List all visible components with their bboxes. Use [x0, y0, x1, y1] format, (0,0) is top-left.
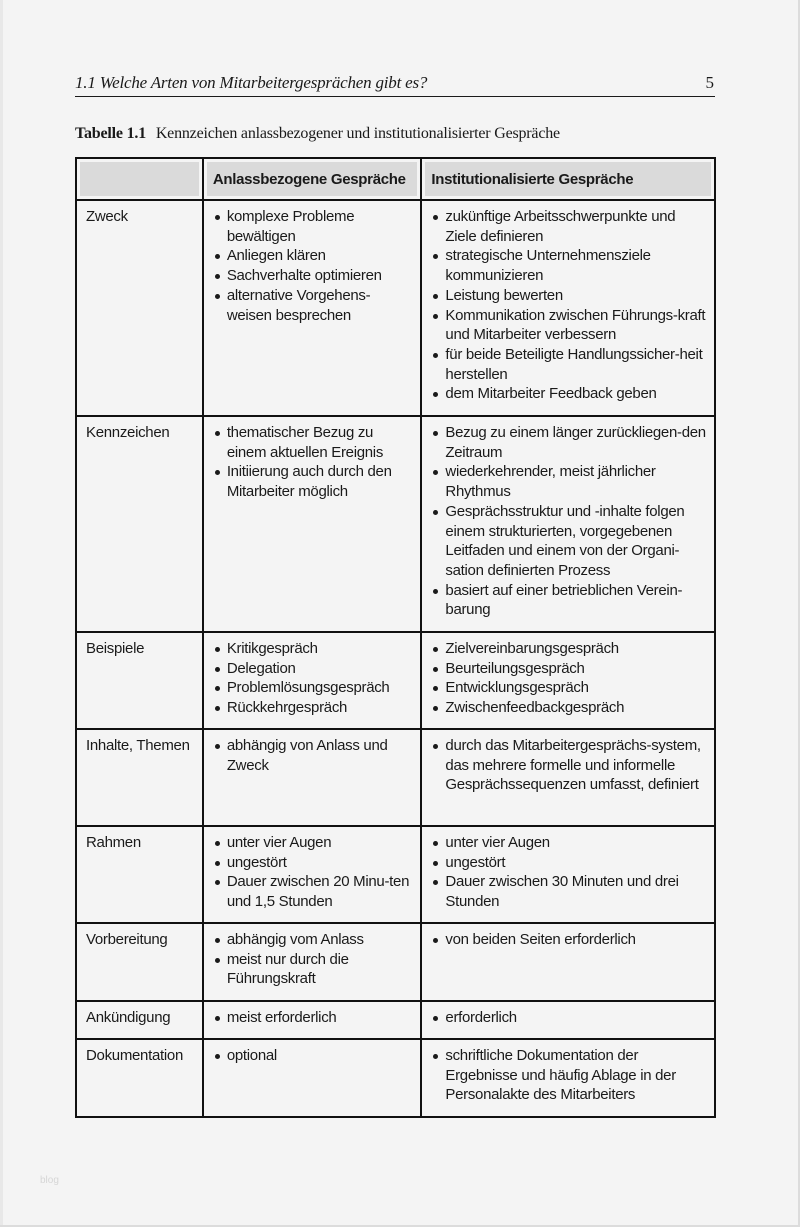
- table-header-row: [76, 158, 715, 200]
- cell-institution: [421, 632, 715, 729]
- cell-anlass: [203, 416, 422, 632]
- cell-institution: [421, 1039, 715, 1117]
- bullet-list: [213, 207, 413, 325]
- table-row: [76, 416, 715, 632]
- bullet-list: [213, 1008, 413, 1028]
- table-row: [76, 1001, 715, 1039]
- bullet-item: abhängig vom Anlass: [213, 930, 413, 950]
- cell-anlass: [203, 729, 422, 826]
- bullet-item: erforderlich: [431, 1008, 706, 1028]
- table-row: [76, 923, 715, 1001]
- bullet-item: Bezug zu einem länger zurückliegen-den Zeitraum: [431, 423, 706, 462]
- row-label: Zweck: [76, 200, 203, 416]
- bullet-item: ungestört: [213, 853, 413, 873]
- row-label: Dokumentation: [76, 1039, 203, 1117]
- bullet-list: [431, 930, 706, 950]
- bullet-item: schriftliche Dokumentation der Ergebnisse und häufig Ablage in der Personalakte des Mitarbeiters: [431, 1046, 706, 1105]
- row-label: Inhalte, Themen: [76, 729, 203, 826]
- cell-anlass: [203, 923, 422, 1001]
- bullet-list: [431, 639, 706, 718]
- row-label: Vorbereitung: [76, 923, 203, 1001]
- header-cell-anlass: Anlassbezogene Gespräche: [203, 158, 422, 200]
- bullet-item: von beiden Seiten erforderlich: [431, 930, 706, 950]
- table-row: [76, 729, 715, 826]
- bullet-list: [431, 207, 706, 404]
- cell-institution: [421, 416, 715, 632]
- bullet-item: komplexe Probleme bewältigen: [213, 207, 413, 246]
- table-row: [76, 1039, 715, 1117]
- cell-anlass: [203, 632, 422, 729]
- bullet-item: ungestört: [431, 853, 706, 873]
- bullet-item: Initiierung auch durch den Mitarbeiter möglich: [213, 462, 413, 501]
- bullet-list: [431, 833, 706, 912]
- bullet-item: Kommunikation zwischen Führungs-kraft und Mitarbeiter verbessern: [431, 306, 706, 345]
- bullet-item: Entwicklungsgespräch: [431, 678, 706, 698]
- bullet-item: unter vier Augen: [431, 833, 706, 853]
- bullet-list: [213, 639, 413, 718]
- bullet-item: Leistung bewerten: [431, 286, 706, 306]
- cell-anlass: [203, 1039, 422, 1117]
- bullet-list: [431, 1046, 706, 1105]
- bullet-list: [213, 833, 413, 912]
- caption-text: Kennzeichen anlassbezogener und institutionalisierter Gespräche: [155, 125, 560, 142]
- bullet-item: Problemlösungsgespräch: [213, 678, 413, 698]
- comparison-table: [75, 157, 716, 1118]
- bullet-item: Rückkehrgespräch: [213, 698, 413, 718]
- bullet-item: Anliegen klären: [213, 246, 413, 266]
- bullet-item: abhängig von Anlass und Zweck: [213, 736, 413, 775]
- running-head-title: 1.1 Welche Arten von Mitarbeitergesprächen gibt es?: [75, 73, 428, 92]
- header-cell-empty: [76, 158, 203, 200]
- bullet-item: Delegation: [213, 659, 413, 679]
- bullet-item: unter vier Augen: [213, 833, 413, 853]
- bullet-item: Dauer zwischen 20 Minu-ten und 1,5 Stunden: [213, 872, 413, 911]
- bullet-item: optional: [213, 1046, 413, 1066]
- bullet-item: Kritikgespräch: [213, 639, 413, 659]
- bullet-item: Zielvereinbarungsgespräch: [431, 639, 706, 659]
- bullet-item: meist nur durch die Führungskraft: [213, 950, 413, 989]
- table-row: [76, 200, 715, 416]
- bullet-list: [213, 736, 413, 775]
- bullet-list: [431, 736, 706, 795]
- bullet-item: strategische Unternehmensziele kommunizieren: [431, 246, 706, 285]
- cell-institution: [421, 923, 715, 1001]
- cell-anlass: [203, 200, 422, 416]
- row-label: Kennzeichen: [76, 416, 203, 632]
- cell-anlass: [203, 826, 422, 923]
- table-row: [76, 632, 715, 729]
- table-row: [76, 826, 715, 923]
- bullet-list: [213, 930, 413, 989]
- bullet-item: Dauer zwischen 30 Minuten und drei Stunden: [431, 872, 706, 911]
- bullet-item: durch das Mitarbeitergesprächs-system, das mehrere formelle und informelle Gesprächssequenzen umfasst, definiert: [431, 736, 706, 795]
- bullet-item: Sachverhalte optimieren: [213, 266, 413, 286]
- bullet-item: meist erforderlich: [213, 1008, 413, 1028]
- row-label: Rahmen: [76, 826, 203, 923]
- bullet-item: wiederkehrender, meist jährlicher Rhythmus: [431, 462, 706, 501]
- cell-anlass: [203, 1001, 422, 1039]
- bullet-item: Gesprächsstruktur und -inhalte folgen einem strukturierten, vorgegebenen Leitfaden und einem von der Organi-sation definierten Prozess: [431, 502, 706, 581]
- bullet-list: [431, 423, 706, 620]
- row-label: Ankündigung: [76, 1001, 203, 1039]
- bullet-item: thematischer Bezug zu einem aktuellen Ereignis: [213, 423, 413, 462]
- cell-institution: [421, 729, 715, 826]
- cell-institution: [421, 200, 715, 416]
- watermark: blog: [40, 1175, 59, 1186]
- caption-label: Tabelle 1.1: [75, 125, 146, 142]
- bullet-item: alternative Vorgehens-weisen besprechen: [213, 286, 413, 325]
- header-cell-institution: Institutionalisierte Gespräche: [421, 158, 715, 200]
- bullet-list: [213, 1046, 413, 1066]
- page-number: 5: [705, 73, 714, 92]
- running-head: [75, 72, 715, 97]
- cell-institution: [421, 1001, 715, 1039]
- bullet-list: [431, 1008, 706, 1028]
- bullet-item: Zwischenfeedbackgespräch: [431, 698, 706, 718]
- row-label: Beispiele: [76, 632, 203, 729]
- bullet-item: für beide Beteiligte Handlungssicher-heit herstellen: [431, 345, 706, 384]
- page-edge: [0, 0, 3, 1227]
- cell-institution: [421, 826, 715, 923]
- table-caption: [75, 125, 560, 143]
- bullet-list: [213, 423, 413, 502]
- bullet-item: zukünftige Arbeitsschwerpunkte und Ziele definieren: [431, 207, 706, 246]
- bullet-item: dem Mitarbeiter Feedback geben: [431, 384, 706, 404]
- bullet-item: Beurteilungsgespräch: [431, 659, 706, 679]
- bullet-item: basiert auf einer betrieblichen Verein-barung: [431, 581, 706, 620]
